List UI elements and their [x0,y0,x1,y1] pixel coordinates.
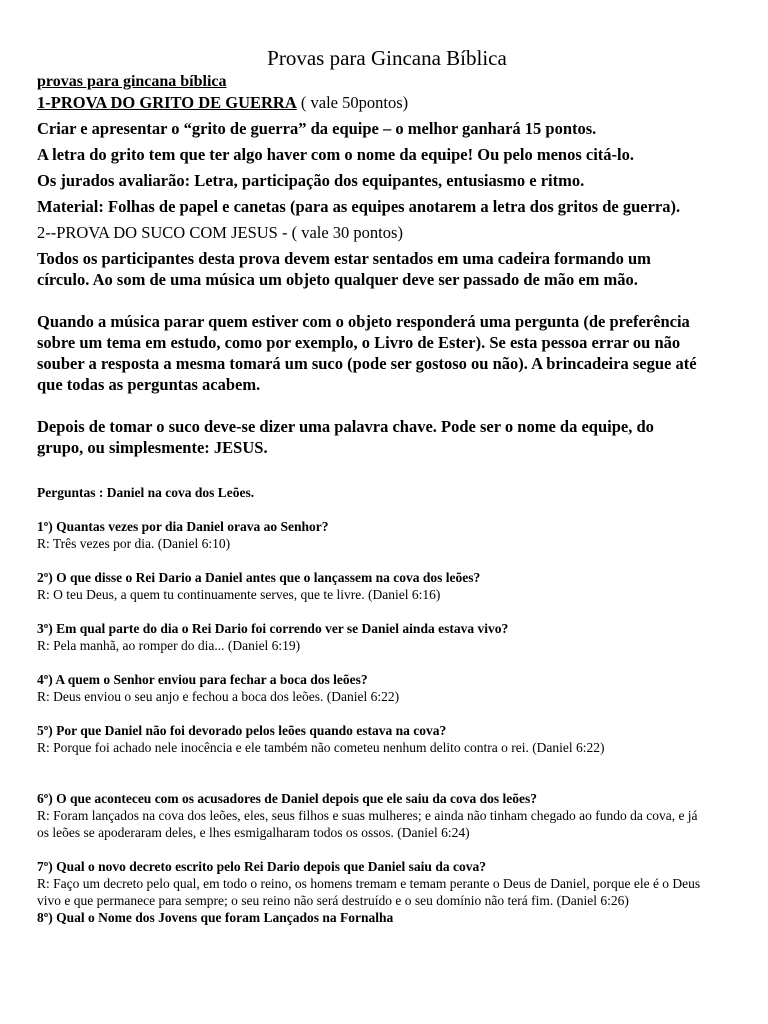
question-text: 7º) Qual o novo decreto escrito pelo Rei Dario depois que Daniel saiu da cova? [37,859,486,874]
document-page [37,0,737,926]
answer-text: R: Foram lançados na cova dos leões, eles, seus filhos e suas mulheres; e ainda não tinham chegado ao fundo da cova, e já os leões se apoderaram deles, e lhes esmigalharam todos os ossos. (Daniel 6:24) [37,808,698,840]
section2-heading: 2--PROVA DO SUCO COM JESUS - ( vale 30 pontos) [37,223,403,242]
question-block [37,671,737,705]
section1-heading-line [37,92,737,113]
question-text: 6º) O que aconteceu com os acusadores de Daniel depois que ele saiu da cova dos leões? [37,791,537,806]
section1-line-4: Material: Folhas de papel e canetas (para as equipes anotarem a letra dos gritos de guerra). [37,197,681,216]
answer-text: R: Três vezes por dia. (Daniel 6:10) [37,536,231,551]
answer-text: R: O teu Deus, a quem tu continuamente serves, que te livre. (Daniel 6:16) [37,587,441,602]
question-block [37,569,737,603]
questions-title: Perguntas : Daniel na cova dos Leões. [37,485,255,500]
question-block [37,790,737,841]
question-block [37,909,737,926]
section2-paragraph-2: Quando a música parar quem estiver com o objeto responderá uma pergunta (de preferência sobre um tema em estudo, como por exemplo, o Livro de Ester). Se esta pessoa errar ou não souber a resposta a mesma tomará um suco (pode ser gostoso ou não). A brincadeira segue até que todas as perguntas acabem. [37,312,697,394]
document-subtitle: provas para gincana bíblica [37,73,227,90]
section1-value: ( vale 50pontos) [296,93,409,112]
question-block [37,620,737,654]
question-text: 5º) Por que Daniel não foi devorado pelos leões quando estava na cova? [37,723,447,738]
answer-text: R: Faço um decreto pelo qual, em todo o reino, os homens tremam e temam perante o Deus de Daniel, porque ele é o Deus vivo e que permanece para sempre; o seu reino não será destruído e o seu domínio não terá fim. (Daniel 6:26) [37,876,701,908]
question-text: 1º) Quantas vezes por dia Daniel orava ao Senhor? [37,519,329,534]
question-block [37,722,737,756]
section2-paragraph-3: Depois de tomar o suco deve-se dizer uma palavra chave. Pode ser o nome da equipe, do grupo, ou simplesmente: JESUS. [37,417,654,457]
question-text: 8º) Qual o Nome dos Jovens que foram Lançados na Fornalha [37,910,394,925]
question-block [37,518,737,552]
question-text: 4º) A quem o Senhor enviou para fechar a boca dos leões? [37,672,368,687]
document-title: Provas para Gincana Bíblica [267,46,507,70]
section1-line-2: A letra do grito tem que ter algo haver com o nome da equipe! Ou pelo menos citá-lo. [37,145,634,164]
answer-text: R: Porque foi achado nele inocência e ele também não cometeu nenhum delito contra o rei. (Daniel 6:22) [37,740,605,755]
answer-text: R: Deus enviou o seu anjo e fechou a boca dos leões. (Daniel 6:22) [37,689,400,704]
answer-text: R: Pela manhã, ao romper do dia... (Daniel 6:19) [37,638,301,653]
section2-paragraph-1: Todos os participantes desta prova devem estar sentados em uma cadeira formando um círculo. Ao som de uma música um objeto qualquer deve ser passado de mão em mão. [37,249,651,289]
section1-line-1: Criar e apresentar o “grito de guerra” da equipe – o melhor ganhará 15 pontos. [37,119,597,138]
question-text: 2º) O que disse o Rei Dario a Daniel antes que o lançassem na cova dos leões? [37,570,481,585]
section1-heading: 1-PROVA DO GRITO DE GUERRA [37,93,297,112]
section1-line-3: Os jurados avaliarão: Letra, participação dos equipantes, entusiasmo e ritmo. [37,171,585,190]
question-block [37,858,737,909]
question-text: 3º) Em qual parte do dia o Rei Dario foi correndo ver se Daniel ainda estava vivo? [37,621,509,636]
